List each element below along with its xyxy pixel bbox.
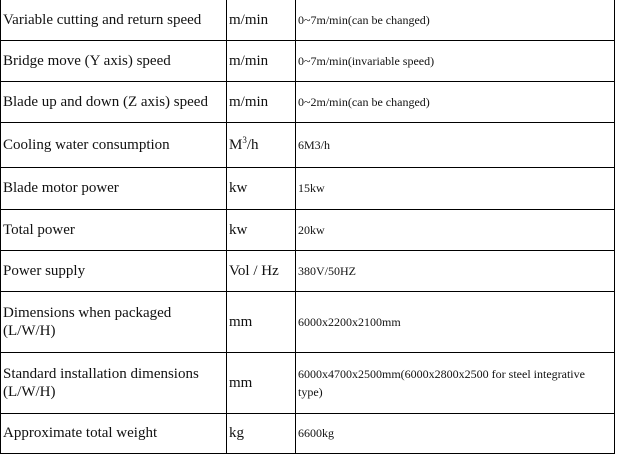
param-cell: Total power (1, 209, 227, 250)
value-cell: 6M3/h (296, 122, 615, 167)
value-cell: 0~7m/min(invariable speed) (296, 40, 615, 81)
table-row (1, 81, 615, 122)
value-cell: 15kw (296, 167, 615, 209)
param-cell: Power supply (1, 250, 227, 291)
unit-cell (227, 122, 296, 167)
value-cell: 0~2m/min(can be changed) (296, 81, 615, 122)
param-cell: Bridge move (Y axis) speed (1, 40, 227, 81)
param-cell: Cooling water consumption (1, 122, 227, 167)
table-row (1, 122, 615, 167)
value-cell: 0~7m/min(can be changed) (296, 0, 615, 40)
table-row (1, 413, 615, 453)
param-cell: Blade motor power (1, 167, 227, 209)
table-row (1, 167, 615, 209)
table-row (1, 250, 615, 291)
unit-superscript: 3 (242, 134, 247, 145)
param-cell: Variable cutting and return speed (1, 0, 227, 40)
unit-cell: m/min (227, 0, 296, 40)
table-row (1, 291, 615, 352)
value-cell: 6000x4700x2500mm(6000x2800x2500 for steel integrative type) (296, 352, 615, 413)
value-cell: 6600kg (296, 413, 615, 453)
table-row (1, 209, 615, 250)
unit-cell: mm (227, 291, 296, 352)
param-cell: Dimensions when packaged (L/W/H) (1, 291, 227, 352)
unit-cell: mm (227, 352, 296, 413)
unit-base: M (229, 136, 243, 153)
value-cell: 6000x2200x2100mm (296, 291, 615, 352)
value-cell: 20kw (296, 209, 615, 250)
unit-cell: kw (227, 209, 296, 250)
value-cell: 380V/50HZ (296, 250, 615, 291)
table-row (1, 0, 615, 40)
unit-cell: kw (227, 167, 296, 209)
unit-cell: kg (227, 413, 296, 453)
param-cell: Blade up and down (Z axis) speed (1, 81, 227, 122)
unit-cell: Vol / Hz (227, 250, 296, 291)
unit-tail: /h (246, 136, 259, 153)
table-row (1, 40, 615, 81)
unit-cell: m/min (227, 81, 296, 122)
unit-cell: m/min (227, 40, 296, 81)
param-cell: Approximate total weight (1, 413, 227, 453)
table-row (1, 352, 615, 413)
param-cell: Standard installation dimensions (L/W/H) (1, 352, 227, 413)
